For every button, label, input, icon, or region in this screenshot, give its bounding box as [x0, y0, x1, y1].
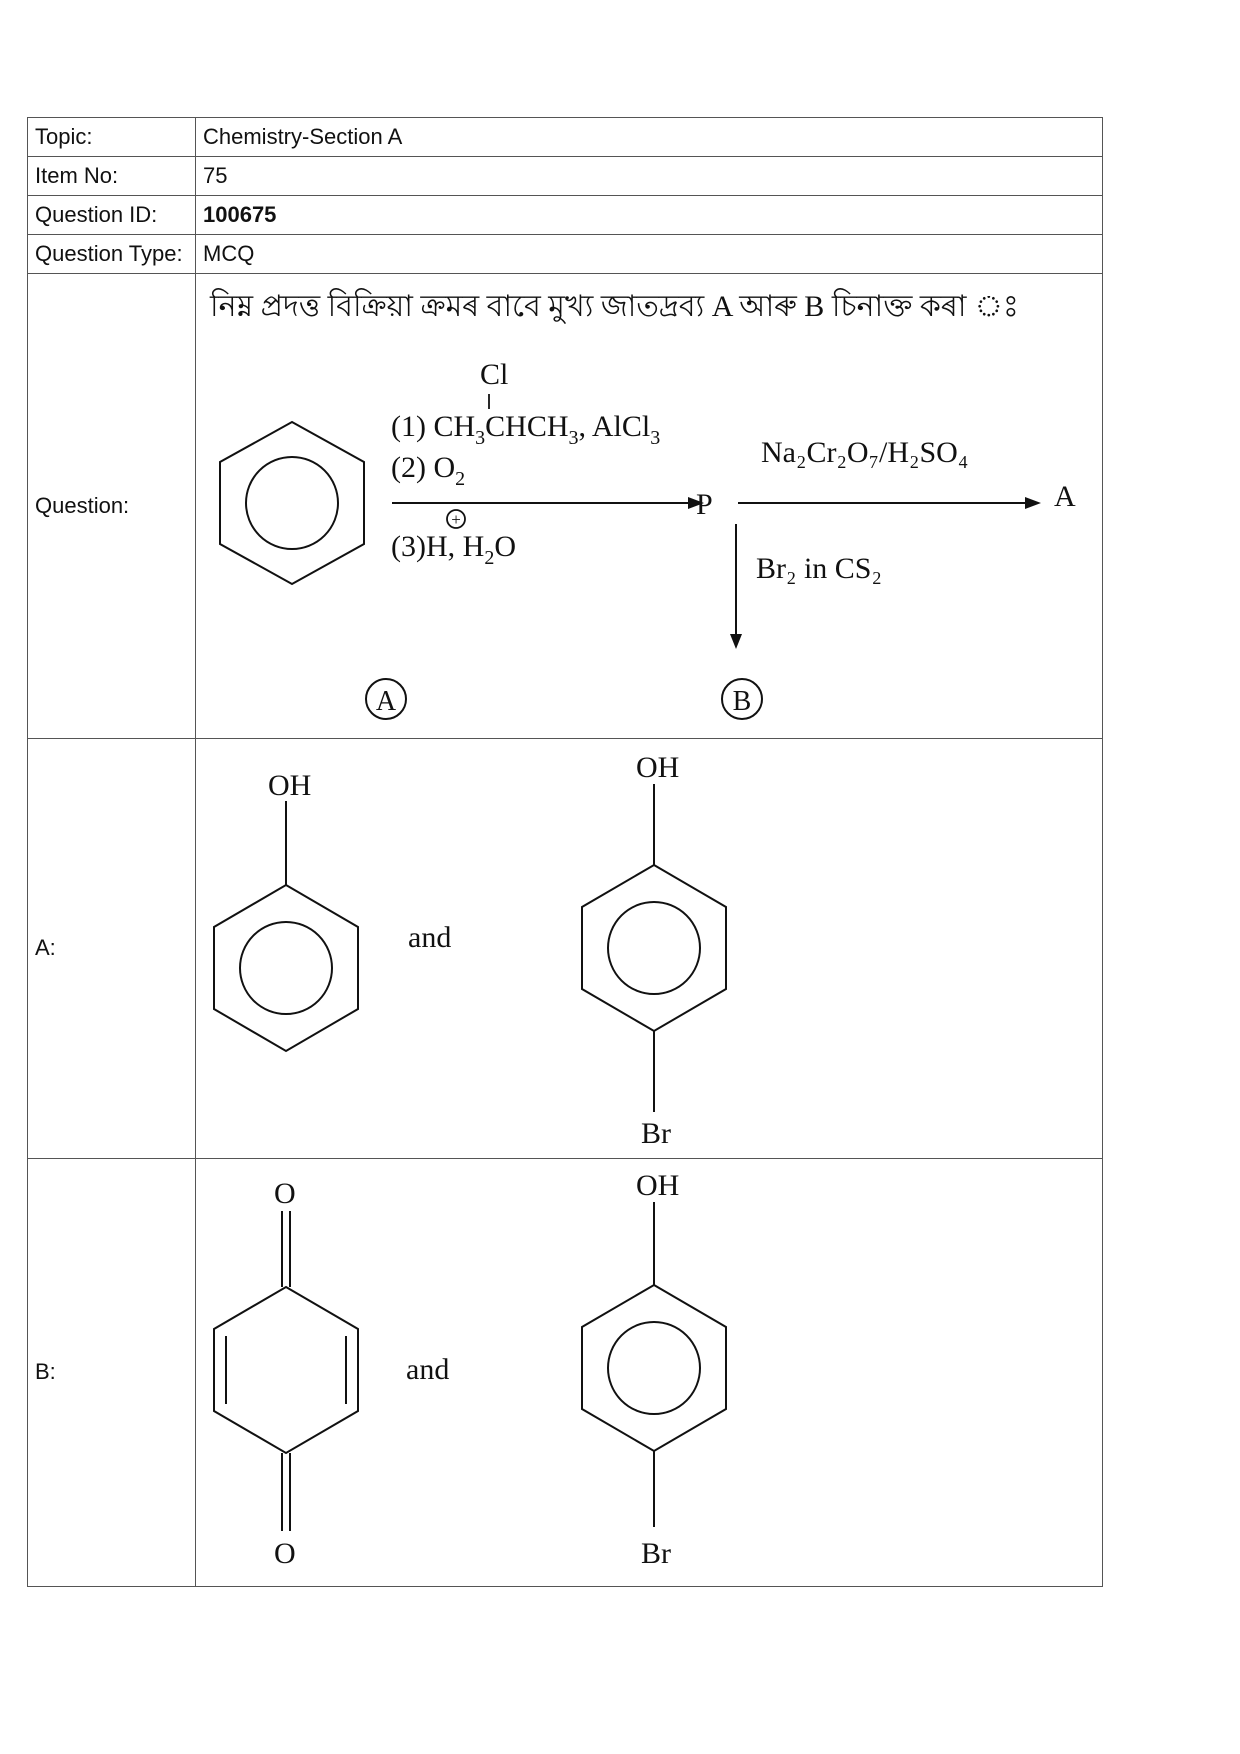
question-table [27, 117, 1103, 1587]
question-content [196, 274, 1103, 739]
option-a-and: and [408, 921, 452, 954]
phenol-oh: OH [268, 769, 312, 802]
circle-a-label: A [375, 686, 397, 717]
bromophenol-br: Br [641, 1117, 671, 1150]
question-label: Question: [28, 274, 196, 739]
option-a-structures [196, 739, 1102, 1158]
question-text: নিম্ন প্ৰদত্ত বিক্রিয়া ক্রমৰ বাবে মুখ্য জাতদ্রব্য A আৰু B চিনাক্ত কৰা ঃ [210, 290, 1019, 323]
bromophenol-b-ring [582, 1202, 726, 1527]
question-row [28, 274, 1103, 739]
reaction-scheme [196, 274, 1102, 738]
question-id-row [28, 196, 1103, 235]
option-b-row [28, 1159, 1103, 1587]
oxidant-label: Na₂Cr₂O₇/H₂SO₄ [761, 436, 969, 469]
quinone-bottom-o: O [274, 1537, 296, 1570]
bromophenol-ring [582, 784, 726, 1112]
bromophenol-b-br: Br [641, 1537, 671, 1570]
question-id-label: Question ID: [28, 196, 196, 235]
bromophenol-oh: OH [636, 751, 680, 784]
option-b-structures [196, 1159, 1102, 1586]
quinone-top-o: O [274, 1177, 296, 1210]
intermediate-p: P [696, 488, 713, 521]
circle-b-label: B [732, 686, 752, 717]
question-id-value: 100675 [196, 196, 1103, 235]
option-b-label: B: [28, 1159, 196, 1587]
arrow-to-a-head [1025, 497, 1041, 509]
bromophenol-b-oh: OH [636, 1169, 680, 1202]
bromination-label: Br₂ in CS₂ [756, 552, 882, 585]
option-b-and: and [406, 1353, 450, 1386]
quinone-ring [214, 1211, 358, 1531]
phenol-ring [214, 801, 358, 1051]
topic-label: Topic: [28, 118, 196, 157]
benzene-ring [220, 422, 364, 584]
question-type-value: MCQ [196, 235, 1103, 274]
topic-row [28, 118, 1103, 157]
item-row [28, 157, 1103, 196]
option-a-row [28, 739, 1103, 1159]
item-label: Item No: [28, 157, 196, 196]
item-value: 75 [196, 157, 1103, 196]
question-type-label: Question Type: [28, 235, 196, 274]
option-b-content [196, 1159, 1103, 1587]
reagent-step-3: (3)H, $H_2O$ [391, 530, 516, 569]
topic-value: Chemistry-Section A [196, 118, 1103, 157]
option-a-label: A: [28, 739, 196, 1159]
reagent-step-2: (2) $O_2$ [391, 451, 466, 490]
reagent-step-1: (1) $CH_3CHCH_3$, AlCl$_3$ [391, 410, 661, 449]
question-type-row [28, 235, 1103, 274]
plus-sign: + [451, 510, 461, 529]
option-a-content [196, 739, 1103, 1159]
arrow-to-b-head [730, 634, 742, 649]
reagent-cl: Cl [480, 358, 509, 391]
product-a: A [1054, 480, 1076, 513]
